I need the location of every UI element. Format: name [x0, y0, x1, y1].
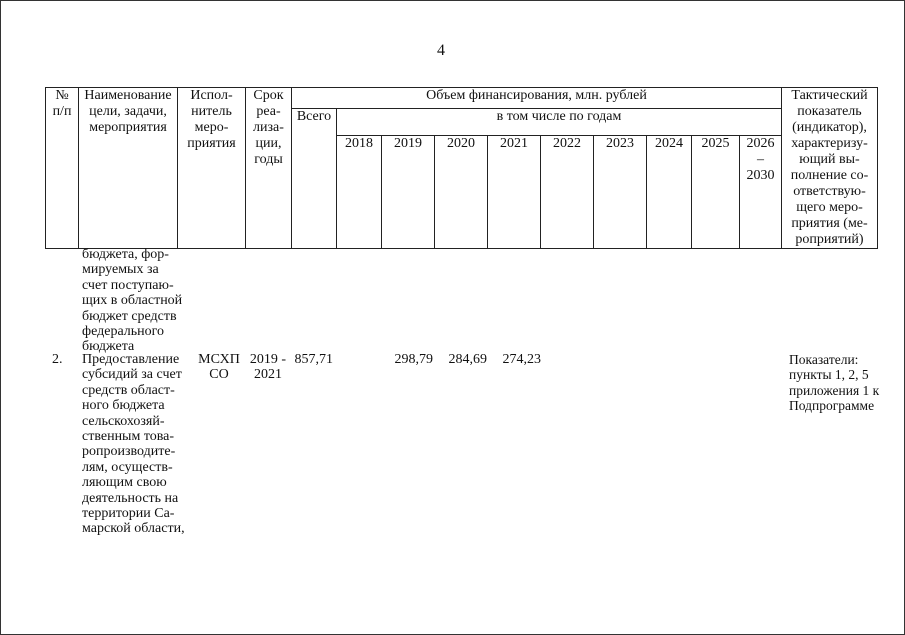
text-line: средств област- [82, 382, 175, 398]
text-line: бюджета [82, 339, 135, 355]
row-total: 857,71 [294, 352, 333, 367]
text-line: территории Са- [82, 506, 175, 522]
text-line: щих в областной [82, 293, 183, 309]
header-year: 2019 [382, 136, 435, 249]
header-name: Наименование цели, задачи, мероприятия [79, 88, 178, 249]
text-line: пункты 1, 2, 5 [789, 367, 869, 383]
header-table [45, 87, 878, 249]
header-executor: Испол-нитель меро-приятия [178, 88, 246, 249]
text-line: Показатели: [789, 352, 859, 367]
header-term: Срок реа-лиза-ции, годы [246, 88, 292, 249]
row-2019: 298,79 [394, 352, 433, 367]
row-name [82, 352, 188, 537]
text-line: 2021 [254, 367, 282, 383]
header-year: 2021 [488, 136, 541, 249]
text-line: субсидий за счет [82, 367, 182, 383]
header-year: 2018 [337, 136, 382, 249]
header-total: Всего [292, 109, 337, 249]
header-indicator: Тактический показатель (индикатор), характеризу-ющий вы-полнение со-ответствую-щего меро-приятия (ме-роприятий) [782, 88, 878, 249]
header-year: 2026 – 2030 [740, 136, 782, 249]
header-funding: Объем финансирования, млн. рублей [292, 88, 782, 109]
text-line: приложения 1 к [789, 382, 880, 398]
page-number: 4 [437, 42, 445, 59]
text-line: счет поступаю- [82, 277, 174, 293]
text-line: бюджета, фор- [82, 247, 169, 262]
continued-name-text [82, 247, 188, 355]
header-year: 2023 [594, 136, 647, 249]
text-line: МСХП [198, 352, 240, 367]
text-line: марской области, [82, 521, 185, 537]
row-2021: 274,23 [502, 352, 541, 367]
header-year: 2020 [435, 136, 488, 249]
text-line: сельскохозяй- [82, 413, 165, 429]
text-line: 2019 - [249, 352, 287, 367]
header-year: 2025 [692, 136, 740, 249]
header-year: 2024 [647, 136, 692, 249]
header-year: 2022 [541, 136, 594, 249]
row-2020: 284,69 [448, 352, 487, 367]
text-line: мируемых за [82, 262, 159, 278]
text-line: Подпрограмме [789, 398, 875, 414]
text-line: ропроизводите- [82, 444, 176, 460]
header-num: № п/п [46, 88, 79, 249]
text-line: СО [209, 367, 229, 383]
text-line: Предоставление [82, 352, 180, 367]
text-line: ственным това- [82, 429, 175, 445]
text-line: деятельность на [82, 490, 179, 506]
text-line: ляющим свою [82, 475, 167, 491]
row-executor [195, 352, 243, 383]
row-number: 2. [52, 352, 63, 367]
text-line: федерального [82, 324, 165, 340]
text-line: ного бюджета [82, 398, 165, 414]
text-line: бюджет средств [82, 308, 177, 324]
row-term [247, 352, 289, 383]
text-line: лям, осуществ- [82, 459, 173, 475]
header-by-years: в том числе по годам [337, 109, 782, 136]
row-indicator [789, 352, 881, 414]
